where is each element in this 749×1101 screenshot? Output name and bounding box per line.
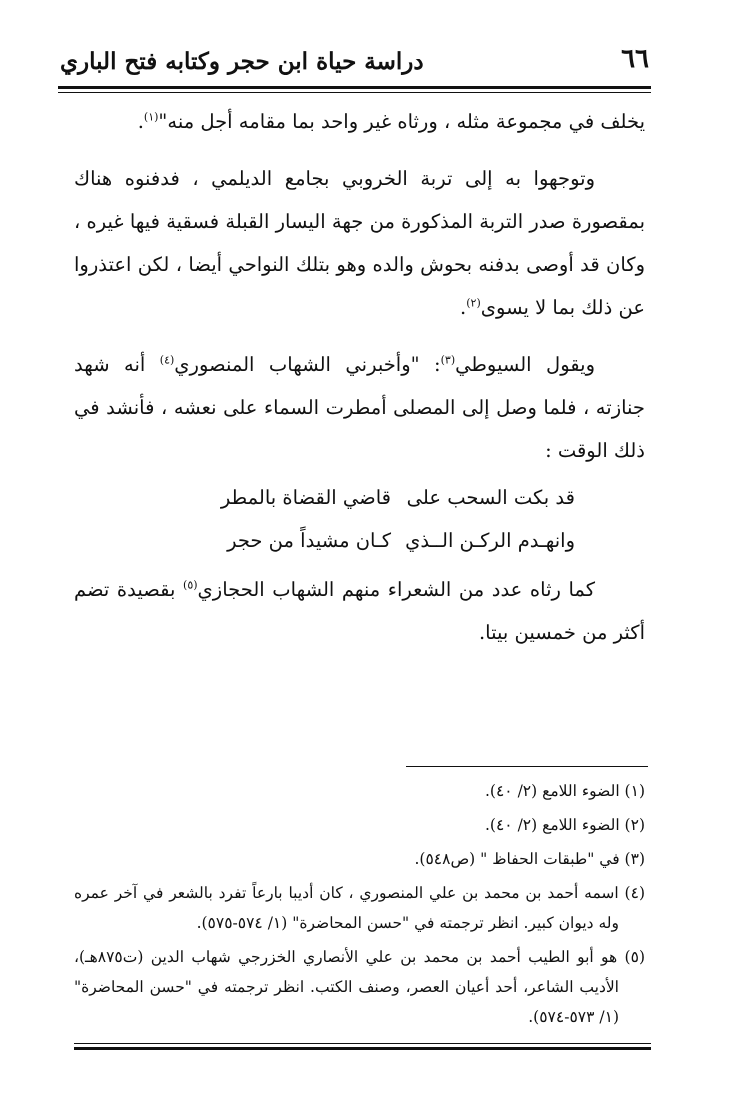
- footnote-1: (١) الضوء اللامع (٢/ ٤٠).: [485, 782, 645, 800]
- poem-line-2-first-half: وانهـدم الركـن الــذي: [405, 529, 575, 552]
- poem: [74, 476, 645, 562]
- footnote-separator: [406, 766, 648, 767]
- poem-line-2: [74, 519, 645, 562]
- paragraph-1: يخلف في مجموعة مثله ، ورثاه غير واحد بما مقامه أجل منه"$^{(١)}$.: [137, 110, 645, 133]
- footnote-ref-2: (٢): [466, 296, 481, 310]
- bottom-rule: [74, 1047, 651, 1050]
- footnote-4: (٤) اسمه أحمد بن محمد بن علي المنصوري ، كان أديبا بارعاً تفرد بالشعر في آخر عمره وله ديوان كبير. انظر ترجمته في "حسن المحاضرة" (١/ ٥٧٤-٥٧٥).: [74, 884, 645, 932]
- paragraph-3: ويقول السيوطي$^{(٣)}$: "وأخبرني الشهاب المنصوري$^{(٤)}$ أنه شهد جنازته ، فلما وصل إلى المصلى أمطرت السماء على نعشه ، فأنشد في ذلك الوقت :: [74, 353, 645, 462]
- paragraph-4: كما رثاه عدد من الشعراء منهم الشهاب الحجازي$^{(٥)}$ بقصيدة تضم أكثر من خمسين بيتا.: [74, 578, 645, 644]
- footnote-5: (٥) هو أبو الطيب أحمد بن محمد بن علي الأنصاري الخزرجي شهاب الدين (ت٨٧٥هـ)، الأديب الشاعر، أحد أعيان العصر، وصنف الكتب. انظر ترجمته في "حسن المحاضرة" (١/ ٥٧٣-٥٧٤).: [74, 948, 645, 1026]
- header-rule: [58, 86, 651, 89]
- footnote-ref-4: (٤): [159, 353, 175, 367]
- main-text: [74, 100, 645, 654]
- poem-line-1-first-half: قد بكت السحب على: [406, 486, 575, 509]
- footnote-2: (٢) الضوء اللامع (٢/ ٤٠).: [485, 816, 645, 834]
- poem-line-2-second-half: كـان مشيداً من حجر: [227, 529, 391, 552]
- bottom-rule-thin: [74, 1043, 651, 1044]
- header-rule-thin: [58, 92, 651, 93]
- paragraph-2: وتوجهوا به إلى تربة الخروبي بجامع الديلمي ، فدفنوه هناك بمقصورة صدر التربة المذكورة من جهة اليسار القبلة فسقية فيها غيره ، وكان قد أوصى بدفنه بحوش والده وهو بتلك النواحي أيضا ، لكن اعتذروا عن ذلك بما لا يسوى$^{(٢)}$.: [74, 167, 645, 319]
- footnote-ref-5: (٥): [183, 578, 198, 592]
- footnote-3: (٣) في "طبقات الحفاظ " (ص٥٤٨).: [414, 850, 645, 868]
- running-title: دراسة حياة ابن حجر وكتابه فتح الباري: [60, 48, 424, 75]
- poem-line-1-second-half: قاضي القضاة بالمطر: [220, 486, 391, 509]
- footnotes: [74, 776, 645, 1036]
- poem-line-1: [74, 476, 645, 519]
- footnote-ref-1: (١): [143, 110, 159, 124]
- footnote-ref-3: (٣): [440, 353, 456, 367]
- page-number: ٦٦: [621, 44, 649, 74]
- page-header: [60, 44, 649, 88]
